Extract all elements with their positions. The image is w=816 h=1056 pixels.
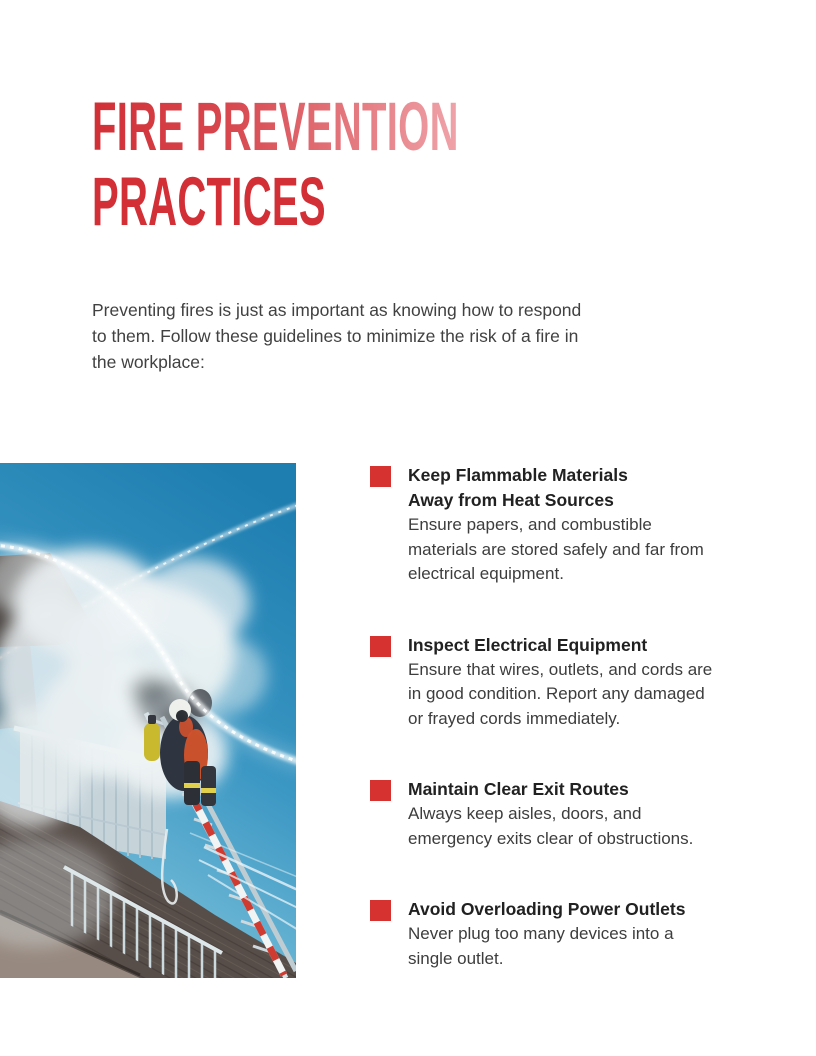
guideline-description-line: Always keep aisles, doors, and — [408, 804, 642, 823]
guideline-text — [408, 897, 685, 971]
guideline-title-line: Maintain Clear Exit Routes — [408, 779, 629, 799]
guideline-description-line: Never plug too many devices into a — [408, 924, 674, 943]
bullet-square-icon — [370, 466, 391, 487]
guideline-item — [370, 463, 790, 587]
guideline-description-line: electrical equipment. — [408, 564, 564, 583]
firefighters-photo — [0, 463, 296, 978]
guideline-description — [408, 513, 704, 587]
guideline-text — [408, 777, 693, 851]
guideline-description-line: in good condition. Report any damaged — [408, 684, 705, 703]
guideline-item — [370, 897, 790, 971]
bullet-square-icon — [370, 780, 391, 801]
guideline-description-line: Ensure papers, and combustible — [408, 515, 652, 534]
guideline-item — [370, 777, 790, 851]
guideline-title-line: Away from Heat Sources — [408, 490, 614, 510]
bullet-square-icon — [370, 636, 391, 657]
guideline-description — [408, 922, 685, 971]
guideline-text — [408, 463, 704, 587]
guideline-description-line: single outlet. — [408, 948, 504, 968]
guideline-description-line: Ensure that wires, outlets, and cords are — [408, 659, 713, 679]
bullet-square-icon — [370, 900, 391, 921]
intro-line: Preventing fires is just as important as knowing how to respond — [92, 300, 582, 320]
intro-line: to them. Follow these guidelines to minimize the risk of a fire in — [92, 326, 579, 346]
guideline-description-line: emergency exits clear of obstructions. — [408, 828, 694, 848]
guideline-title-line: Keep Flammable Materials — [408, 465, 628, 485]
page-title — [92, 89, 459, 239]
intro-paragraph — [92, 297, 581, 375]
guideline-title — [408, 633, 712, 658]
guideline-description-line: or frayed cords immediately. — [408, 708, 621, 728]
guideline-description-line: materials are stored safely and far from — [408, 539, 704, 559]
guideline-description — [408, 802, 693, 851]
page-title-line-1: FIRE PREVENTION — [92, 88, 459, 165]
guideline-title-line: Avoid Overloading Power Outlets — [408, 899, 686, 919]
guideline-item — [370, 633, 790, 732]
guideline-description — [408, 658, 712, 732]
guideline-title — [408, 463, 704, 513]
page-title-line-2: PRACTICES — [92, 163, 326, 240]
guideline-text — [408, 633, 712, 732]
guideline-title — [408, 777, 693, 802]
guideline-title-line: Inspect Electrical Equipment — [408, 634, 648, 655]
intro-line: the workplace: — [92, 352, 205, 372]
guidelines-list — [370, 463, 790, 1017]
guideline-title — [408, 897, 685, 922]
